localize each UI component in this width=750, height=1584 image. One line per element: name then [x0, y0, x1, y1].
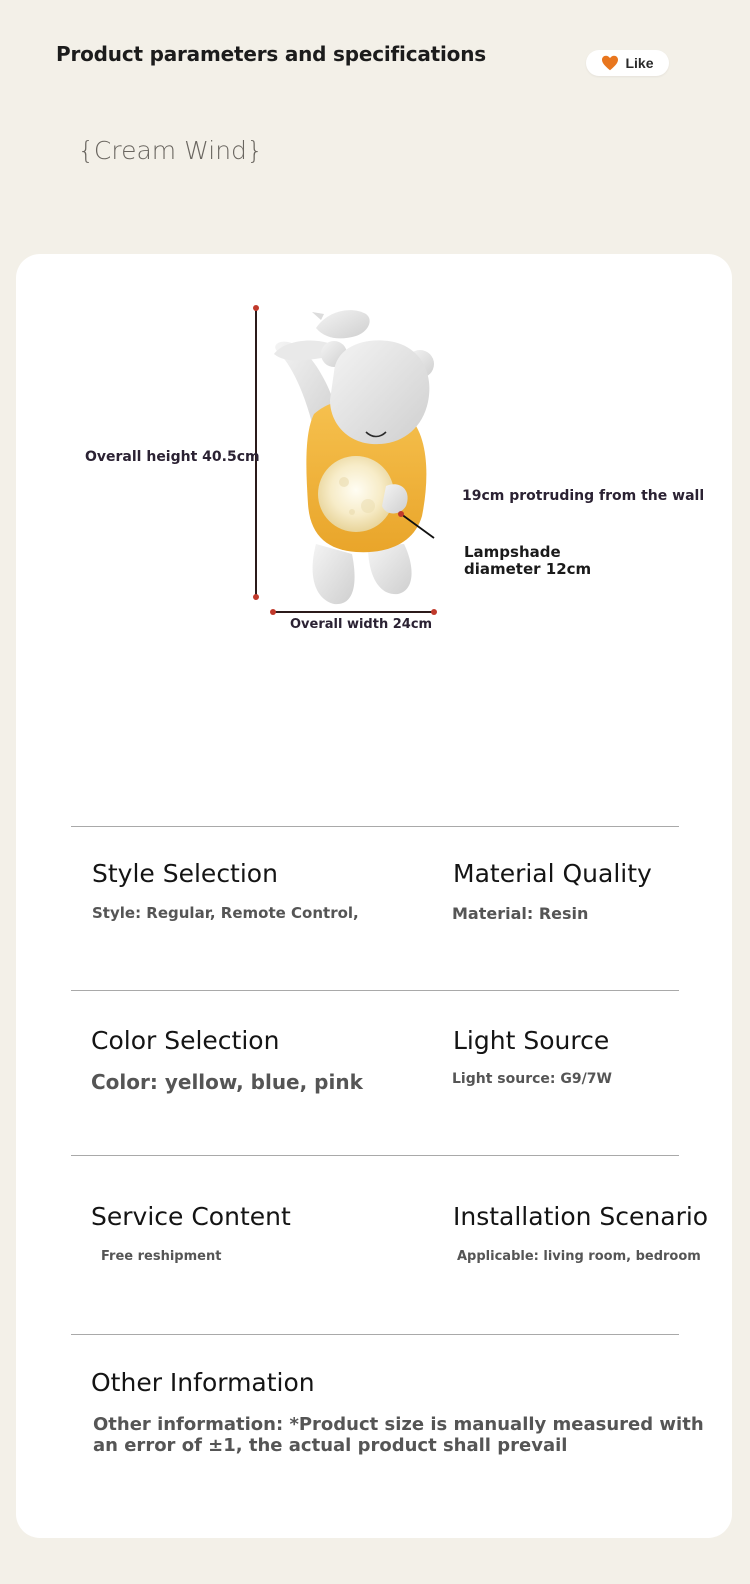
- installation-scenario-title: Installation Scenario: [453, 1202, 709, 1231]
- color-selection-value: Color: yellow, blue, pink: [91, 1070, 363, 1094]
- installation-scenario-value: Applicable: living room, bedroom: [457, 1249, 701, 1264]
- divider: [71, 826, 679, 827]
- light-source-value: Light source: G9/7W: [452, 1071, 612, 1087]
- height-label: Overall height 40.5cm: [85, 449, 260, 465]
- like-button[interactable]: [586, 50, 669, 76]
- heart-icon: [601, 55, 619, 71]
- collection-subtitle: {Cream Wind}: [78, 136, 263, 165]
- width-label: Overall width 24cm: [290, 617, 433, 632]
- other-information-line2: an error of ±1, the actual product shall prevail: [93, 1435, 568, 1456]
- divider: [71, 1155, 679, 1156]
- product-figure: [16, 254, 732, 654]
- like-label: Like: [625, 55, 654, 71]
- lampshade-label-line2: diameter 12cm: [464, 560, 592, 578]
- lampshade-label: [464, 544, 591, 578]
- lampshade-label-line1: Lampshade: [464, 543, 561, 561]
- other-information-value: [93, 1414, 704, 1456]
- light-source-title: Light Source: [453, 1026, 610, 1055]
- protrusion-label: 19cm protruding from the wall: [462, 488, 705, 504]
- divider: [71, 990, 679, 991]
- divider: [71, 1334, 679, 1335]
- material-quality-title: Material Quality: [453, 859, 652, 888]
- style-selection-title: Style Selection: [92, 859, 278, 888]
- service-content-title: Service Content: [91, 1202, 291, 1231]
- other-information-title: Other Information: [91, 1368, 315, 1397]
- other-information-line1: Other information: *Product size is manually measured with: [93, 1414, 704, 1435]
- service-content-value: Free reshipment: [101, 1249, 222, 1264]
- spec-card: [16, 254, 732, 1538]
- material-quality-value: Material: Resin: [452, 904, 589, 923]
- page-title: Product parameters and specifications: [56, 42, 486, 66]
- color-selection-title: Color Selection: [91, 1026, 280, 1055]
- style-selection-value: Style: Regular, Remote Control,: [92, 904, 359, 922]
